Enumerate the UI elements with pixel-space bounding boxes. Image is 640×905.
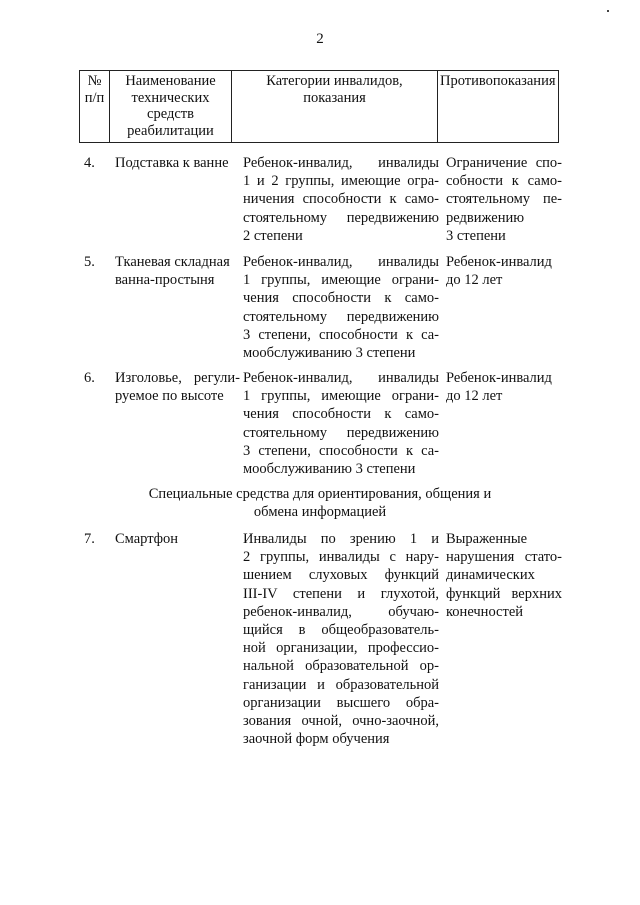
row-categories: Ребенок-инвалид, инвалиды 1 и 2 группы, имеющие огра- ничения способности к само- стоятельному передвижению 2 степени [243, 155, 439, 244]
row-num: 7. [84, 531, 95, 547]
row-contraindications: Ограничение спо- собности к само- стоятельному пе- редвижению 3 степени [446, 155, 562, 244]
row-num: 4. [84, 155, 95, 171]
row-num: 6. [84, 370, 95, 386]
row-categories: Ребенок-инвалид, инвалиды 1 группы, имеющие ограни- чения способности к само- стоятельному передвижению 3 степени, способности к са- мообслуживанию 3 степени [243, 370, 439, 478]
row-num: 5. [84, 254, 95, 270]
row-contraindications: Ребенок-инвалид до 12 лет [446, 254, 552, 289]
row-name: Смартфон [115, 531, 178, 547]
row-categories: Инвалиды по зрению 1 и 2 группы, инвалиды с нару- шением слуховых функций III-IV степени и глухотой, ребенок-инвалид, обучаю- щийся в общеобразователь- ной организации, профессио- нальной образовательной ор- ганизации и образовательной организации высшего обра- зования очной, очно-заочной, заочной форм обучения [243, 531, 439, 748]
header-contraindications: Противопоказания [438, 71, 559, 143]
row-name: Тканевая складная ванна-простыня [115, 254, 230, 289]
header-categories: Категории инвалидов, показания [232, 71, 438, 143]
row-contraindications: Ребенок-инвалид до 12 лет [446, 370, 552, 405]
section-title: Специальные средства для ориентирования, общения и обмена информацией [148, 486, 492, 520]
row-name: Изголовье, регули- руемое по высоте [115, 370, 240, 405]
table-header [79, 70, 559, 143]
scan-speck [607, 10, 609, 12]
row-categories: Ребенок-инвалид, инвалиды 1 группы, имеющие ограни- чения способности к само- стоятельному передвижению 3 степени, способности к са- мообслуживанию 3 степени [243, 254, 439, 362]
header-num: № п/п [80, 71, 110, 143]
page-number: 2 [316, 31, 324, 47]
row-name: Подставка к ванне [115, 155, 229, 171]
row-contraindications: Выраженные нарушения стато- динамических функций верхних конечностей [446, 531, 562, 620]
header-name: Наименование технических средств реабилитации [110, 71, 232, 143]
